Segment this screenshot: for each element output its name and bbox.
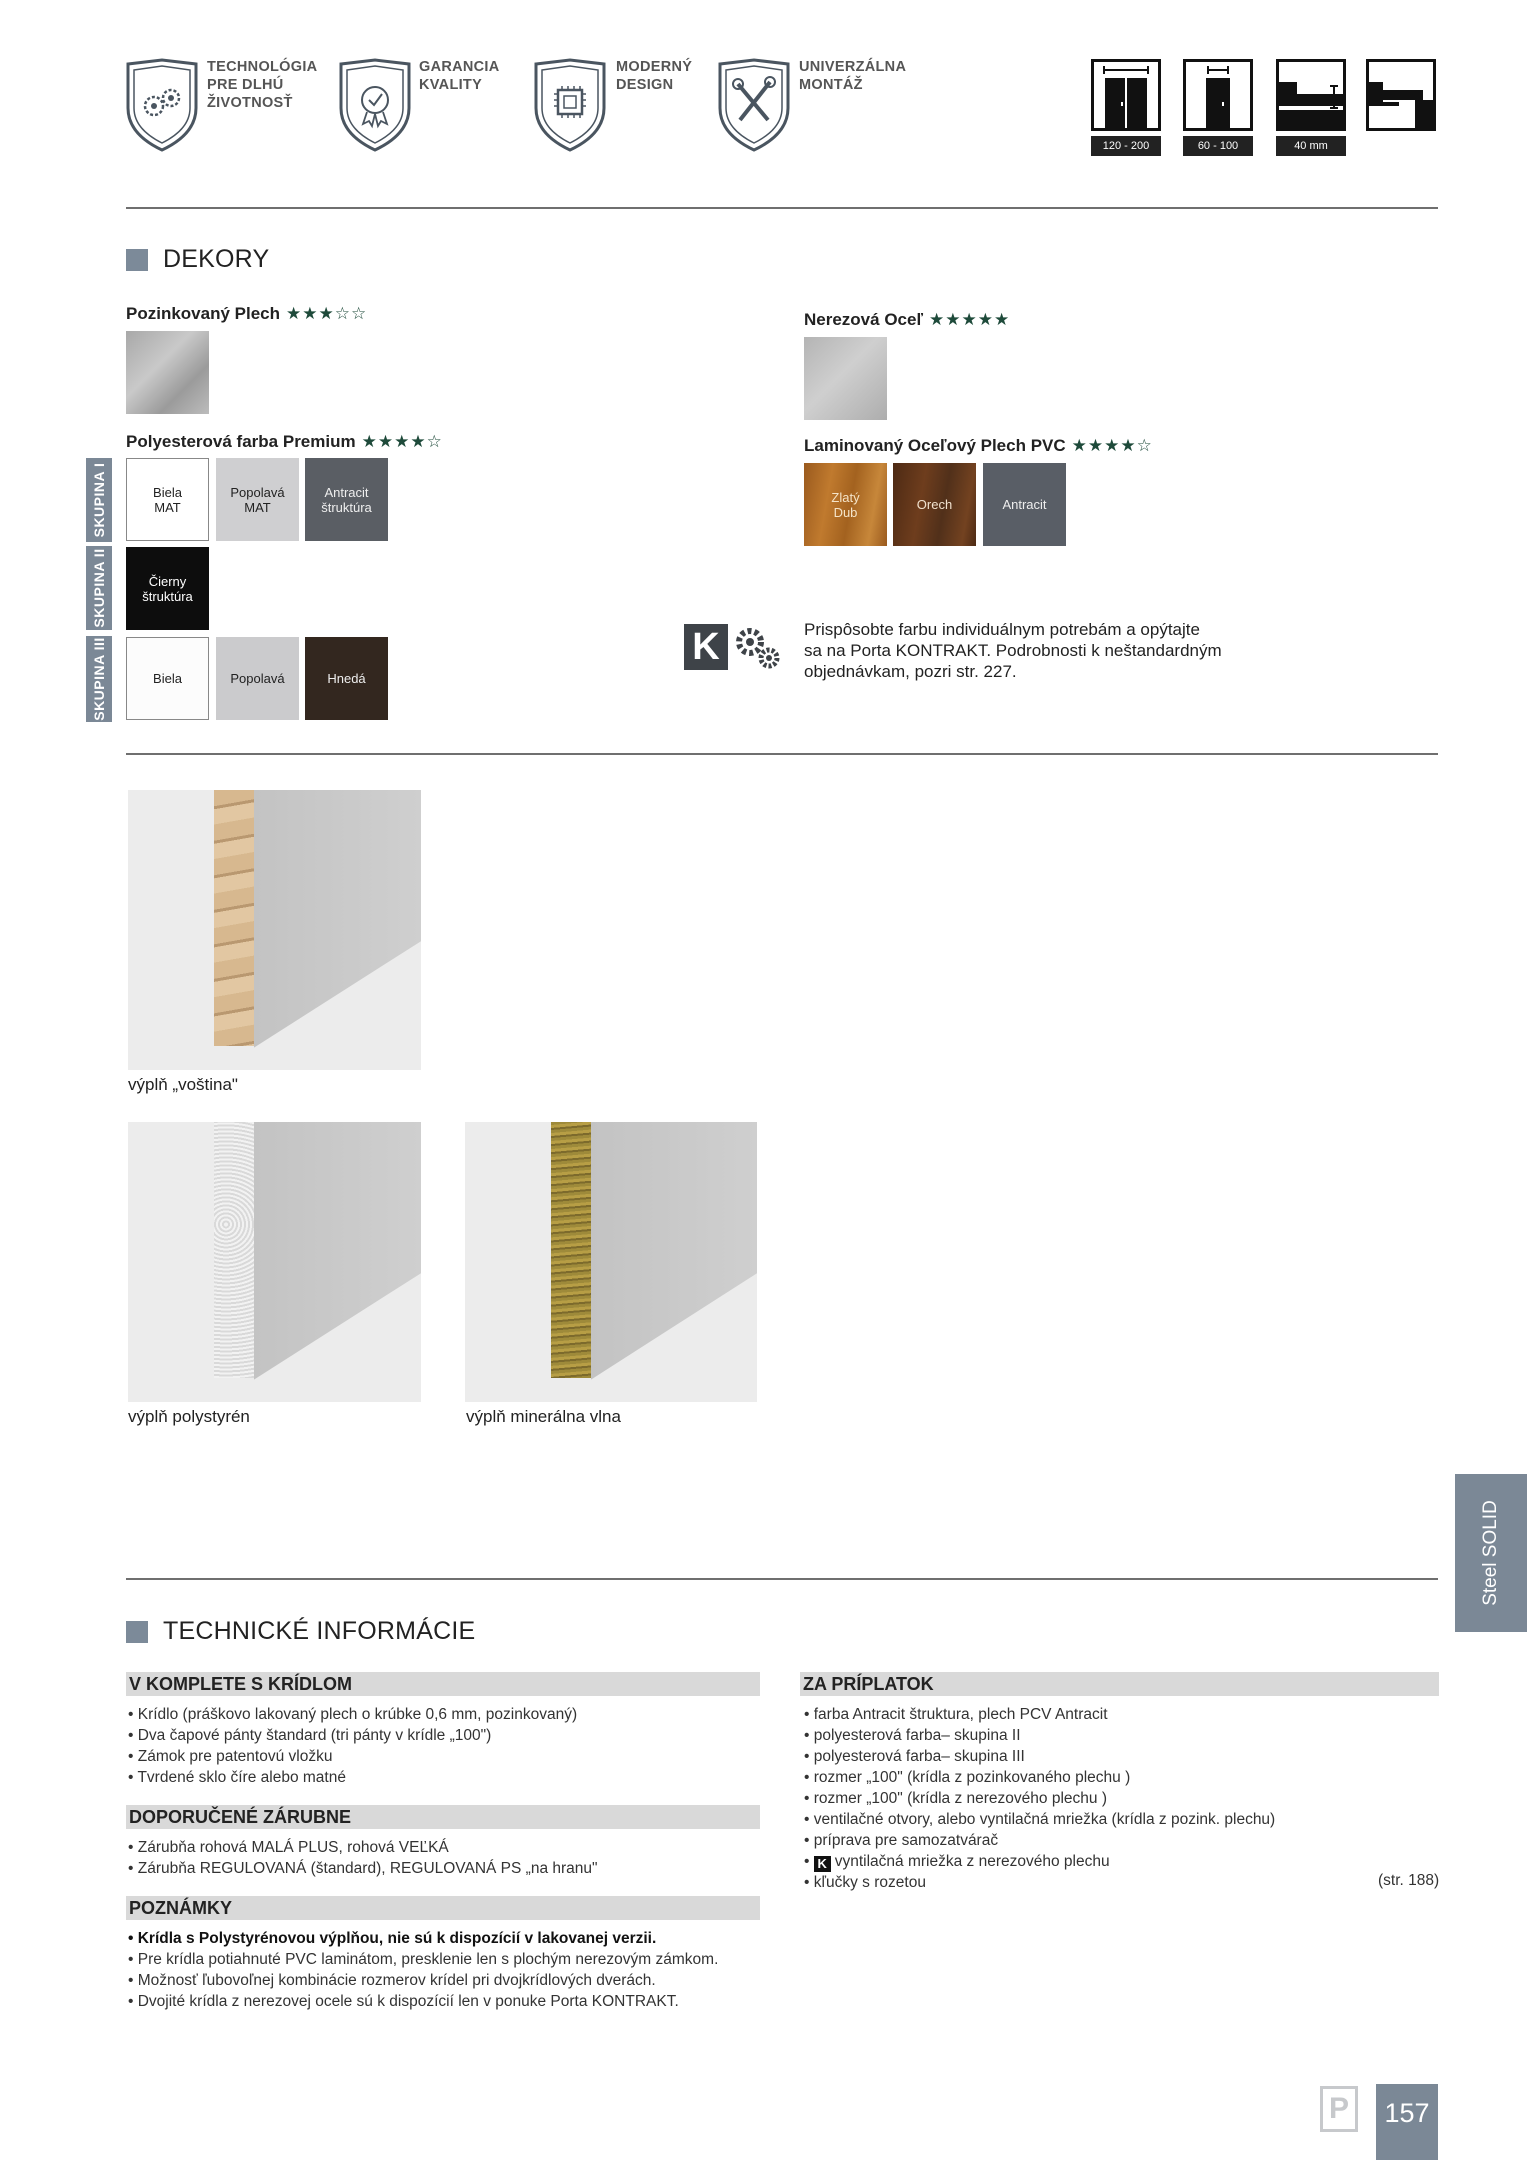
- list-item: • polyesterová farba– skupina II: [804, 1727, 1021, 1744]
- list-poznamky: [128, 1928, 718, 2012]
- page-number: 157: [1376, 2084, 1438, 2160]
- list-item: • K vyntilačná mriežka z nerezového plechu: [804, 1853, 1110, 1871]
- swatch-popolava-mat: Popolavá MAT: [216, 458, 299, 541]
- swatch-pvc-antracit: Antracit: [983, 463, 1066, 546]
- swatch-orech: Orech: [893, 463, 976, 546]
- swatch-biela-mat: Biela MAT: [126, 458, 209, 541]
- porta-logo-icon: P: [1320, 2086, 1358, 2132]
- list-item: • Možnosť ľubovoľnej kombinácie rozmerov krídel pri dvojkrídlových dverách.: [128, 1972, 656, 1989]
- swatch-biela: Biela: [126, 637, 209, 720]
- kontrakt-note: Prispôsobte farbu individuálnym potrebám a opýtajte sa na Porta KONTRAKT. Podrobnosti k neštandardným objednávkam, pozri str. 227.: [804, 620, 1222, 681]
- decor-name: Polyesterová farba Premium: [126, 432, 356, 451]
- list-item: • kľučky s rozetou: [804, 1874, 926, 1891]
- list-item: • farba Antracit štruktura, plech PCV Antracit: [804, 1706, 1108, 1723]
- tools-shield-icon: [716, 58, 792, 152]
- decor-polyesterova-title: [126, 432, 443, 452]
- list-priplatok: [804, 1704, 1275, 1893]
- list-item: • Dvojité krídla z nerezovej ocele sú k dispozícií len v ponuke Porta KONTRAKT.: [128, 1993, 679, 2010]
- decor-nerezova-title: [804, 310, 1010, 330]
- heading-poznamky: POZNÁMKY: [126, 1896, 760, 1920]
- feature-label-design: MODERNÝ DESIGN: [616, 59, 693, 93]
- caption-mineralna-vlna: výplň minerálna vlna: [466, 1407, 621, 1426]
- swatch-antracit: Antracit štruktúra: [305, 458, 388, 541]
- caption-polystyren: výplň polystyrén: [128, 1407, 250, 1426]
- swatch-popolava: Popolavá: [216, 637, 299, 720]
- section-title: TECHNICKÉ INFORMÁCIE: [163, 1617, 476, 1645]
- rating-stars-icon: ★★★★☆: [361, 432, 443, 451]
- list-item: • rozmer „100" (krídla z nerezového plechu ): [804, 1790, 1107, 1807]
- dim-label-thickness: 40 mm: [1276, 136, 1346, 156]
- list-item: • polyesterová farba– skupina III: [804, 1748, 1025, 1765]
- divider: [126, 753, 1438, 755]
- swatch-hneda: Hnedá: [305, 637, 388, 720]
- group-tab-2: SKUPINA II: [86, 546, 112, 630]
- photo-mineralna-vlna: [465, 1122, 757, 1402]
- double-door-icon: [1091, 59, 1161, 131]
- swatch-zlaty-dub: Zlatý Dub: [804, 463, 887, 546]
- feature-label-montaz: UNIVERZÁLNA MONTÁŽ: [799, 59, 907, 93]
- rating-stars-icon: ★★★★★: [929, 310, 1011, 329]
- divider: [126, 1578, 1438, 1580]
- dim-label-single: 60 - 100: [1183, 136, 1253, 156]
- list-item: • Krídlo (práškovo lakovaný plech o krúbke 0,6 mm, pozinkovaný): [128, 1706, 578, 1723]
- thickness-icon: [1276, 59, 1346, 131]
- rating-stars-icon: ★★★☆☆: [286, 304, 368, 323]
- swatch-cierny: Čierny štruktúra: [126, 547, 209, 630]
- list-item: • Pre krídla potiahnuté PVC laminátom, presklenie len s plochým nerezovým zámkom.: [128, 1951, 719, 1968]
- list-item: • ventilačné otvory, alebo vyntilačná mriežka (krídla z pozink. plechu): [804, 1811, 1276, 1828]
- decor-laminovany-title: [804, 436, 1153, 456]
- photo-polystyren: [128, 1122, 421, 1402]
- swatch-nerezova: [804, 337, 887, 420]
- group-tab-3: SKUPINA III: [86, 636, 112, 722]
- caption-vostina: výplň „voština": [128, 1075, 238, 1094]
- section-dekory: [126, 245, 269, 274]
- heading-komplete: V KOMPLETE S KRÍDLOM: [126, 1672, 760, 1696]
- list-item: • rozmer „100" (krídla z pozinkovaného plechu ): [804, 1769, 1131, 1786]
- list-item: • Zárubňa REGULOVANÁ (štandard), REGULOVANÁ PS „na hranu": [128, 1860, 598, 1877]
- gears-shield-icon: [124, 58, 200, 152]
- decor-pozinkovany-title: [126, 304, 367, 324]
- list-item: • Dva čapové pánty štandard (tri pánty v krídle „100"): [128, 1727, 492, 1744]
- list-item: • Tvrdené sklo číre alebo matné: [128, 1769, 346, 1786]
- feature-label-technologia: TECHNOLÓGIA PRE DLHÚ ŽIVOTNOSŤ: [207, 59, 318, 111]
- decor-name: Nerezová Oceľ: [804, 310, 923, 329]
- group-tab-1: SKUPINA I: [86, 458, 112, 542]
- list-item: • príprava pre samozatvárač: [804, 1832, 999, 1849]
- single-door-icon: [1183, 59, 1253, 131]
- heading-priplatok: ZA PRÍPLATOK: [800, 1672, 1439, 1696]
- divider: [126, 207, 1438, 209]
- kontrakt-k-icon: K: [684, 624, 728, 670]
- list-item: • Zámok pre patentovú vložku: [128, 1748, 333, 1765]
- rating-stars-icon: ★★★★☆: [1071, 436, 1153, 455]
- list-zarubne: [128, 1837, 598, 1879]
- dim-label-double: 120 - 200: [1091, 136, 1161, 156]
- badge-shield-icon: [337, 58, 413, 152]
- section-title: DEKORY: [163, 245, 270, 273]
- list-item: • Zárubňa rohová MALÁ PLUS, rohová VEĽKÁ: [128, 1839, 449, 1856]
- section-marker: [126, 249, 148, 271]
- chip-shield-icon: [532, 58, 608, 152]
- decor-name: Pozinkovaný Plech: [126, 304, 280, 323]
- heading-zarubne: DOPORUČENÉ ZÁRUBNE: [126, 1805, 760, 1829]
- page-reference: (str. 188): [1378, 1872, 1440, 1889]
- feature-label-garancia: GARANCIA KVALITY: [419, 59, 500, 93]
- section-marker: [126, 1621, 148, 1643]
- kontrakt-badge-icon: K: [814, 1856, 831, 1872]
- gears-icon: [733, 624, 781, 672]
- rebate-icon: [1366, 59, 1436, 131]
- list-item: • Krídla s Polystyrénovou výplňou, nie sú k dispozícií v lakovanej verzii.: [128, 1930, 657, 1947]
- list-komplete: [128, 1704, 577, 1788]
- photo-vostina: [128, 790, 421, 1070]
- section-technicke: [126, 1617, 475, 1646]
- decor-name: Laminovaný Oceľový Plech PVC: [804, 436, 1066, 455]
- swatch-pozinkovany: [126, 331, 209, 414]
- side-tab: Steel SOLID: [1455, 1474, 1527, 1632]
